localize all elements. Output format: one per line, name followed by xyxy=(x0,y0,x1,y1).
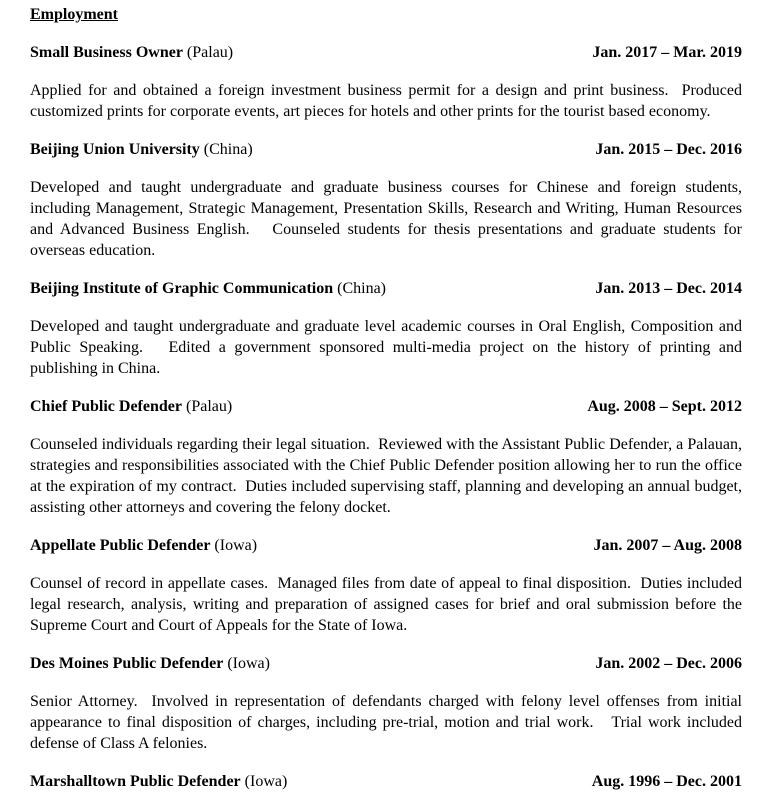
job-location: (Palau) xyxy=(185,398,233,415)
job-title-group xyxy=(30,396,232,417)
job-dates: Jan. 2013 – Dec. 2014 xyxy=(595,280,742,297)
entry-header xyxy=(30,653,742,674)
job-title-group xyxy=(30,535,257,556)
entry-header xyxy=(30,278,742,299)
entry-header xyxy=(30,535,742,556)
job-title: Beijing Institute of Graphic Communication xyxy=(30,280,334,297)
job-description: Senior Attorney. Involved in representation of defendants charged with felony level offenses from initial appearance to final disposition of charges, including pre-trial, motion and trial work. Trial work included defense of Class A felonies. xyxy=(30,693,742,752)
entry-header xyxy=(30,139,742,160)
job-title: Appellate Public Defender xyxy=(30,537,211,554)
job-title-group xyxy=(30,139,253,160)
employment-entry xyxy=(30,396,742,518)
job-location: (Iowa) xyxy=(244,773,288,790)
job-dates: Jan. 2007 – Aug. 2008 xyxy=(593,537,742,554)
section-heading-employment: Employment xyxy=(30,6,118,23)
employment-entry xyxy=(30,771,742,792)
employment-entry xyxy=(30,42,742,122)
job-description: Counseled individuals regarding their legal situation. Reviewed with the Assistant Public Defender, a Palauan, strategies and responsibilities associated with the Chief Public Defender position allowing her to run the office at the expiration of my contract. Duties included supervising staff, planning and developing an annual budget, assisting other attorneys and covering the felony docket. xyxy=(30,436,742,516)
job-title: Marshalltown Public Defender xyxy=(30,773,241,790)
job-dates: Aug. 1996 – Dec. 2001 xyxy=(591,773,742,790)
job-title: Beijing Union University xyxy=(30,141,200,158)
job-title-group xyxy=(30,278,386,299)
job-title: Small Business Owner xyxy=(30,44,183,61)
job-dates: Jan. 2002 – Dec. 2006 xyxy=(595,655,742,672)
job-location: (China) xyxy=(337,280,386,297)
job-title: Des Moines Public Defender xyxy=(30,655,224,672)
job-location: (China) xyxy=(203,141,253,158)
job-title: Chief Public Defender xyxy=(30,398,182,415)
job-description: Developed and taught undergraduate and graduate business courses for Chinese and foreign students, including Management, Strategic Management, Presentation Skills, Research and Writing, Human Resources and Advanced Business English. Counseled students for thesis presentations and graduate students for overseas education. xyxy=(30,179,742,259)
job-description: Counsel of record in appellate cases. Managed files from date of appeal to final disposition. Duties included legal research, analysis, writing and preparation of assigned cases for brief and oral submission before the Supreme Court and Court of Appeals for the State of Iowa. xyxy=(30,575,742,634)
job-description: Applied for and obtained a foreign investment business permit for a design and print business. Produced customized prints for corporate events, art pieces for hotels and other prints for the tourist based economy. xyxy=(30,82,742,120)
entry-header xyxy=(30,396,742,417)
employment-entry xyxy=(30,278,742,379)
job-location: (Palau) xyxy=(186,44,234,61)
entry-header xyxy=(30,42,742,63)
employment-entry xyxy=(30,653,742,754)
job-dates: Aug. 2008 – Sept. 2012 xyxy=(587,398,742,415)
employment-entry xyxy=(30,139,742,261)
job-dates: Jan. 2015 – Dec. 2016 xyxy=(595,141,742,158)
employment-entry xyxy=(30,535,742,636)
job-location: (Iowa) xyxy=(214,537,258,554)
job-description: Developed and taught undergraduate and graduate level academic courses in Oral English, Composition and Public Speaking. Edited a government sponsored multi-media project on the history of printing and publishing in China. xyxy=(30,318,742,377)
entry-header xyxy=(30,771,742,792)
job-title-group xyxy=(30,42,233,63)
job-title-group xyxy=(30,653,270,674)
job-dates: Jan. 2017 – Mar. 2019 xyxy=(592,44,742,61)
job-location: (Iowa) xyxy=(227,655,270,672)
job-title-group xyxy=(30,771,287,792)
